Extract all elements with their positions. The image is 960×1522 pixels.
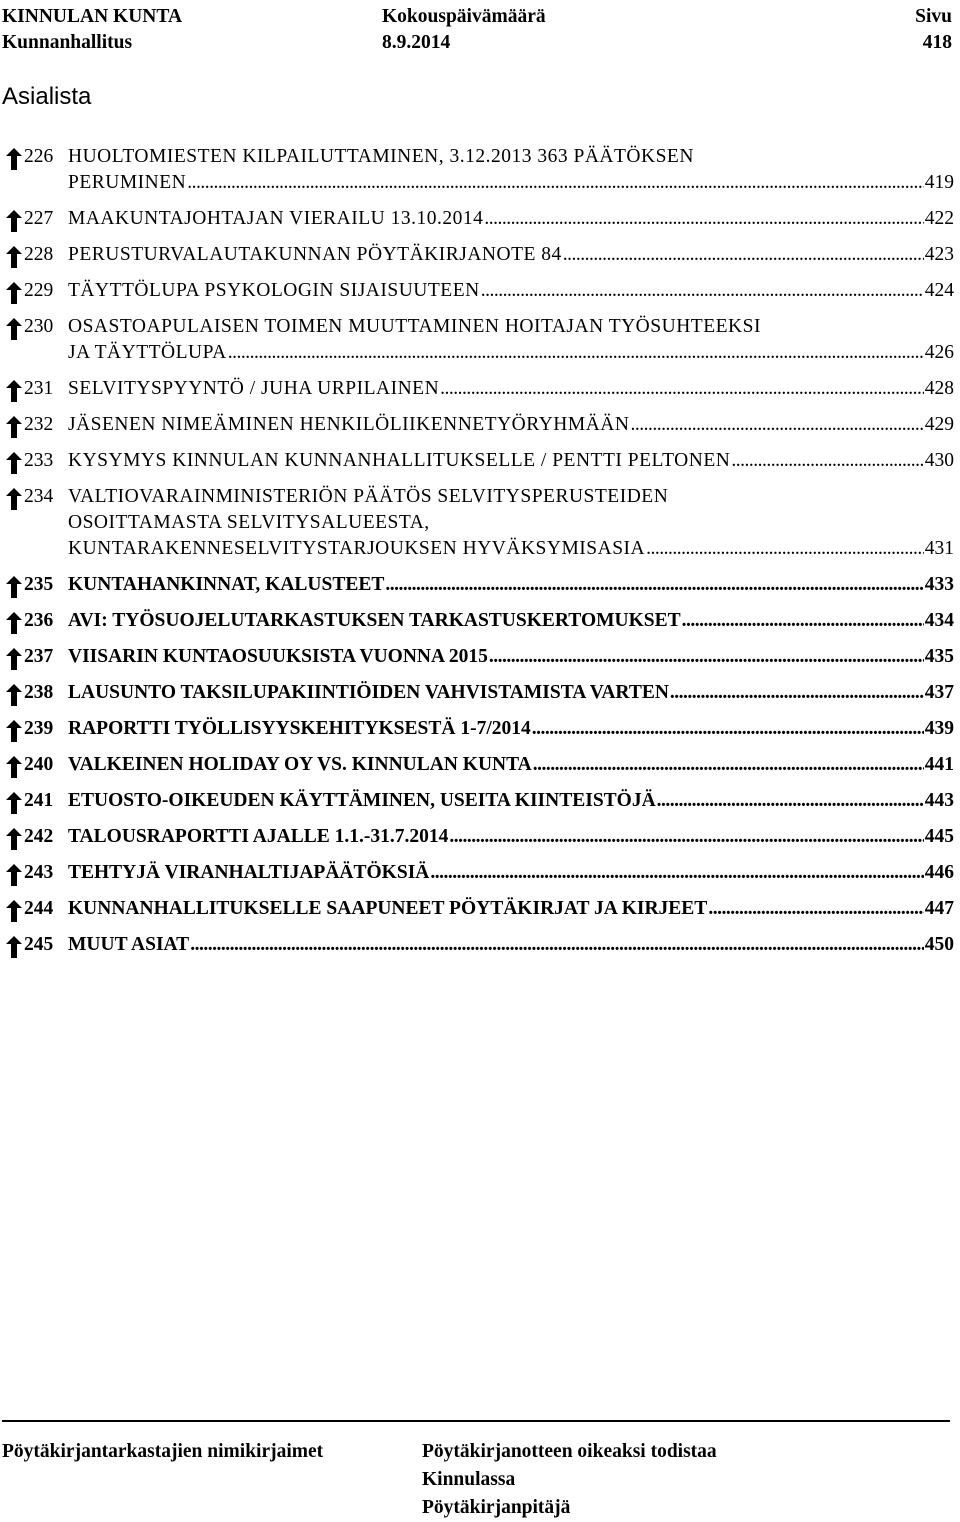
toc-item-body (68, 572, 954, 598)
arrow-up-icon (6, 282, 22, 290)
toc-item-number: 228 (24, 244, 54, 265)
toc-item-page: 431 (924, 538, 954, 559)
toc-item-number: 243 (24, 862, 54, 883)
arrow-up-icon (6, 792, 22, 800)
toc-item-page: 435 (924, 646, 954, 667)
dot-leader (670, 680, 924, 706)
toc-item-page: 423 (924, 244, 954, 265)
dot-leader (449, 824, 923, 850)
dot-leader (440, 376, 924, 402)
certification-label: Pöytäkirjanotteen oikeaksi todistaa (422, 1441, 717, 1462)
dot-leader (533, 752, 924, 778)
toc-item-body (68, 896, 954, 922)
toc-item-page: 429 (924, 414, 954, 435)
toc-item-title-line (68, 752, 954, 778)
toc-item[interactable] (0, 376, 954, 402)
toc-item-title-line (68, 448, 954, 474)
toc-item-title: ETUOSTO-OIKEUDEN KÄYTTÄMINEN, USEITA KIINTEISTÖJÄ (68, 790, 656, 811)
toc-item-body (68, 412, 954, 438)
toc-item-title: KUNNANHALLITUKSELLE SAAPUNEET PÖYTÄKIRJAT JA KIRJEET (68, 898, 708, 919)
inspector-initials-label: Pöytäkirjantarkastajien nimikirjaimet (2, 1441, 324, 1462)
arrow-up-icon (6, 576, 22, 584)
toc-item-number: 232 (24, 414, 54, 435)
dot-leader (489, 644, 924, 670)
dot-leader (657, 788, 924, 814)
arrow-up-icon (6, 488, 22, 496)
toc-item-number: 238 (24, 682, 54, 703)
page-label: Sivu (915, 6, 952, 27)
toc-item-page: 424 (924, 280, 954, 301)
toc-item-body (68, 680, 954, 706)
toc-item-title: JA TÄYTTÖLUPA (68, 342, 227, 363)
toc-item-title: JÄSENEN NIMEÄMINEN HENKILÖLIIKENNETYÖRYHMÄÄN (68, 414, 630, 435)
arrow-up-icon (6, 684, 22, 692)
date-label: Kokouspäivämäärä (382, 6, 546, 27)
toc-item-title-line (68, 144, 954, 170)
toc-item-title-line (68, 278, 954, 304)
toc-item-title-line (68, 206, 954, 232)
arrow-up-icon (6, 318, 22, 326)
toc-item-number: 241 (24, 790, 54, 811)
toc-item-number: 234 (24, 486, 54, 507)
toc-item-title: MUUT ASIAT (68, 934, 190, 955)
toc-item-body (68, 716, 954, 742)
toc-item[interactable] (0, 448, 954, 474)
toc-item[interactable] (0, 278, 954, 304)
header-page (915, 4, 952, 56)
dot-leader (563, 242, 924, 268)
dot-leader (228, 340, 924, 366)
governing-body: Kunnanhallitus (2, 32, 133, 53)
toc-item-title: HUOLTOMIESTEN KILPAILUTTAMINEN, 3.12.2013 363 PÄÄTÖKSEN (68, 146, 694, 167)
toc-item-body (68, 242, 954, 268)
section-title: Asialista (2, 83, 92, 110)
toc-item-body (68, 376, 954, 402)
toc-item-number: 240 (24, 754, 54, 775)
toc-item-title-line (68, 510, 954, 536)
toc-item-number: 231 (24, 378, 54, 399)
toc-item-body (68, 932, 954, 958)
toc-item-body (68, 860, 954, 886)
toc-item[interactable] (0, 716, 954, 742)
toc-item[interactable] (0, 932, 954, 958)
toc-item-title: OSOITTAMASTA SELVITYSALUEESTA, (68, 512, 430, 533)
toc-item-body (68, 278, 954, 304)
arrow-up-icon (6, 936, 22, 944)
toc-item-title-line (68, 572, 954, 598)
document-header (2, 4, 952, 54)
toc-item-title-line (68, 412, 954, 438)
toc-item-title: VALTIOVARAINMINISTERIÖN PÄÄTÖS SELVITYSPERUSTEIDEN (68, 486, 669, 507)
meeting-date: 8.9.2014 (382, 32, 451, 53)
toc-item-title-line (68, 896, 954, 922)
arrow-up-icon (6, 828, 22, 836)
toc-item-title-line (68, 340, 954, 366)
toc-item[interactable] (0, 860, 954, 886)
page-number: 418 (922, 32, 952, 53)
toc-item[interactable] (0, 752, 954, 778)
dot-leader (430, 860, 923, 886)
dot-leader (532, 716, 924, 742)
dot-leader (731, 448, 923, 474)
toc-item-title: VALKEINEN HOLIDAY OY VS. KINNULAN KUNTA (68, 754, 532, 775)
toc-item-page: 422 (924, 208, 954, 229)
toc-item-title: AVI: TYÖSUOJELUTARKASTUKSEN TARKASTUSKERTOMUKSET (68, 610, 681, 631)
dot-leader (646, 536, 924, 562)
toc-item-page: 446 (924, 862, 954, 883)
toc-item-body (68, 608, 954, 634)
toc-item-number: 235 (24, 574, 54, 595)
toc-item[interactable] (0, 412, 954, 438)
toc-item[interactable] (0, 484, 954, 562)
toc-item-page: 430 (924, 450, 954, 471)
dot-leader (682, 608, 924, 634)
arrow-up-icon (6, 210, 22, 218)
toc-item-number: 226 (24, 146, 54, 167)
toc-item[interactable] (0, 314, 954, 366)
toc-item[interactable] (0, 608, 954, 634)
dot-leader (708, 896, 923, 922)
toc-item-body (68, 206, 954, 232)
header-organization (2, 4, 182, 56)
toc-item-page: 445 (924, 826, 954, 847)
toc-item[interactable] (0, 788, 954, 814)
toc-item-page: 428 (924, 378, 954, 399)
toc-item-body (68, 644, 954, 670)
toc-item-title: PERUMINEN (68, 172, 187, 193)
toc-item[interactable] (0, 206, 954, 232)
toc-item-title-line (68, 536, 954, 562)
arrow-up-icon (6, 756, 22, 764)
toc-item[interactable] (0, 824, 954, 850)
toc-item-number: 229 (24, 280, 54, 301)
toc-item-number: 233 (24, 450, 54, 471)
toc-item-title: TALOUSRAPORTTI AJALLE 1.1.-31.7.2014 (68, 826, 449, 847)
dot-leader (484, 206, 923, 232)
dot-leader (630, 412, 923, 438)
toc-item-title: SELVITYSPYYNTÖ / JUHA URPILAINEN (68, 378, 440, 399)
toc-item-number: 245 (24, 934, 54, 955)
toc-item-page: 434 (924, 610, 954, 631)
toc-item-title: RAPORTTI TYÖLLISYYSKEHITYKSESTÄ 1-7/2014 (68, 718, 531, 739)
toc-item-title-line (68, 644, 954, 670)
toc-item-page: 433 (924, 574, 954, 595)
toc-item-page: 443 (924, 790, 954, 811)
dot-leader (187, 170, 923, 196)
header-meeting-date (382, 4, 546, 56)
toc-item-page: 437 (924, 682, 954, 703)
toc-item-title: MAAKUNTAJOHTAJAN VIERAILU 13.10.2014 (68, 208, 484, 229)
arrow-up-icon (6, 246, 22, 254)
toc-item-page: 450 (924, 934, 954, 955)
toc-item-title-line (68, 314, 954, 340)
toc-item-title-line (68, 716, 954, 742)
minute-keeper-label: Pöytäkirjanpitäjä (422, 1497, 571, 1518)
toc-item-title-line (68, 376, 954, 402)
toc-item-title-line (68, 680, 954, 706)
toc-item-title-line (68, 860, 954, 886)
dot-leader (385, 572, 923, 598)
toc-item-body (68, 448, 954, 474)
toc-item[interactable] (0, 680, 954, 706)
arrow-up-icon (6, 612, 22, 620)
certification-block (422, 1438, 717, 1522)
toc-item-body (68, 314, 954, 366)
toc-item-body (68, 484, 954, 562)
toc-item-title: VIISARIN KUNTAOSUUKSISTA VUONNA 2015 (68, 646, 488, 667)
toc-item-body (68, 752, 954, 778)
toc-item-number: 244 (24, 898, 54, 919)
toc-item-title-line (68, 608, 954, 634)
toc-item-title-line (68, 484, 954, 510)
toc-item-number: 227 (24, 208, 54, 229)
toc-item[interactable] (0, 644, 954, 670)
table-of-contents (0, 144, 954, 968)
toc-item-page: 439 (924, 718, 954, 739)
toc-item[interactable] (0, 242, 954, 268)
toc-item[interactable] (0, 896, 954, 922)
dot-leader (481, 278, 924, 304)
arrow-up-icon (6, 148, 22, 156)
toc-item-number: 242 (24, 826, 54, 847)
organization-name: KINNULAN KUNTA (2, 6, 183, 27)
toc-item-title: PERUSTURVALAUTAKUNNAN PÖYTÄKIRJANOTE 84 (68, 244, 562, 265)
toc-item-title-line (68, 242, 954, 268)
toc-item-body (68, 824, 954, 850)
toc-item-title-line (68, 824, 954, 850)
toc-item-title: TEHTYJÄ VIRANHALTIJAPÄÄTÖKSIÄ (68, 862, 430, 883)
toc-item[interactable] (0, 572, 954, 598)
arrow-up-icon (6, 720, 22, 728)
arrow-up-icon (6, 380, 22, 388)
arrow-up-icon (6, 416, 22, 424)
toc-item-body (68, 788, 954, 814)
toc-item-title-line (68, 788, 954, 814)
toc-item-number: 237 (24, 646, 54, 667)
dot-leader (190, 932, 924, 958)
toc-item-number: 239 (24, 718, 54, 739)
toc-item-title-line (68, 170, 954, 196)
toc-item-number: 230 (24, 316, 54, 337)
toc-item-page: 426 (924, 342, 954, 363)
toc-item-title: LAUSUNTO TAKSILUPAKIINTIÖIDEN VAHVISTAMISTA VARTEN (68, 682, 669, 703)
arrow-up-icon (6, 452, 22, 460)
toc-item-page: 441 (924, 754, 954, 775)
arrow-up-icon (6, 864, 22, 872)
toc-item-number: 236 (24, 610, 54, 631)
certification-place: Kinnulassa (422, 1469, 516, 1490)
toc-item-title: OSASTOAPULAISEN TOIMEN MUUTTAMINEN HOITAJAN TYÖSUHTEEKSI (68, 316, 761, 337)
toc-item-title-line (68, 932, 954, 958)
toc-item-title: KYSYMYS KINNULAN KUNNANHALLITUKSELLE / PENTTI PELTONEN (68, 450, 731, 471)
arrow-up-icon (6, 900, 22, 908)
toc-item-title: KUNTAHANKINNAT, KALUSTEET (68, 574, 385, 595)
toc-item-body (68, 144, 954, 196)
toc-item-page: 419 (924, 172, 954, 193)
toc-item-page: 447 (924, 898, 954, 919)
toc-item-title: TÄYTTÖLUPA PSYKOLOGIN SIJAISUUTEEN (68, 280, 480, 301)
toc-item[interactable] (0, 144, 954, 196)
toc-item-title: KUNTARAKENNESELVITYSTARJOUKSEN HYVÄKSYMISASIA (68, 538, 646, 559)
arrow-up-icon (6, 648, 22, 656)
signature-divider (2, 1420, 950, 1422)
